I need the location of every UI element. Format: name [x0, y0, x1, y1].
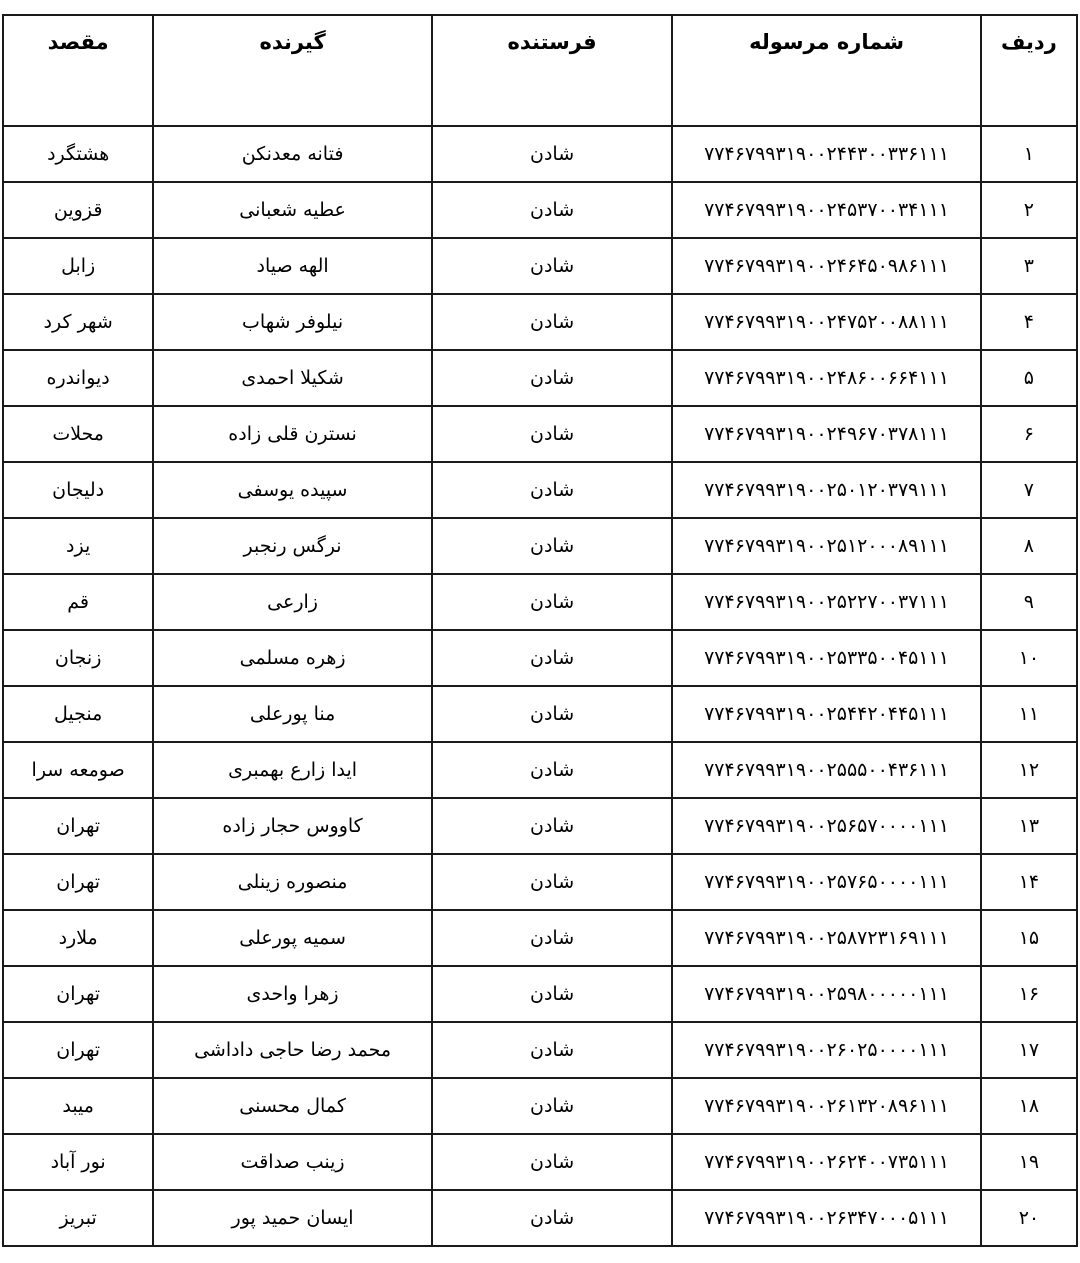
- tracking-number-cell: ۷۷۴۶۷۹۹۳۱۹۰۰۲۵۷۶۵۰۰۰۰۱۱۱: [672, 854, 981, 910]
- tracking-number-cell: ۷۷۴۶۷۹۹۳۱۹۰۰۲۴۸۶۰۰۶۶۴۱۱۱: [672, 350, 981, 406]
- header-row-number: ردیف: [981, 15, 1077, 126]
- sender-cell: شادن: [432, 126, 672, 182]
- table-header: [3, 15, 1077, 126]
- table-row: [3, 182, 1077, 238]
- sender-cell: شادن: [432, 1078, 672, 1134]
- recipient-cell: ایسان حمید پور: [153, 1190, 432, 1246]
- destination-cell: یزد: [3, 518, 153, 574]
- header-tracking-number: شماره مرسوله: [672, 15, 981, 126]
- sender-cell: شادن: [432, 574, 672, 630]
- tracking-number-cell: ۷۷۴۶۷۹۹۳۱۹۰۰۲۶۳۴۷۰۰۰۵۱۱۱: [672, 1190, 981, 1246]
- row-number-cell: ۹: [981, 574, 1077, 630]
- recipient-cell: محمد رضا حاجی داداشی: [153, 1022, 432, 1078]
- table-row: [3, 1078, 1077, 1134]
- sender-cell: شادن: [432, 910, 672, 966]
- table-row: [3, 854, 1077, 910]
- table-row: [3, 686, 1077, 742]
- tracking-number-cell: ۷۷۴۶۷۹۹۳۱۹۰۰۲۶۰۲۵۰۰۰۰۱۱۱: [672, 1022, 981, 1078]
- recipient-cell: سپیده یوسفی: [153, 462, 432, 518]
- tracking-number-cell: ۷۷۴۶۷۹۹۳۱۹۰۰۲۵۱۲۰۰۰۸۹۱۱۱: [672, 518, 981, 574]
- header-destination: مقصد: [3, 15, 153, 126]
- row-number-cell: ۱: [981, 126, 1077, 182]
- sender-cell: شادن: [432, 966, 672, 1022]
- row-number-cell: ۸: [981, 518, 1077, 574]
- sender-cell: شادن: [432, 1134, 672, 1190]
- destination-cell: قزوین: [3, 182, 153, 238]
- tracking-number-cell: ۷۷۴۶۷۹۹۳۱۹۰۰۲۴۵۳۷۰۰۳۴۱۱۱: [672, 182, 981, 238]
- sender-cell: شادن: [432, 294, 672, 350]
- table-row: [3, 966, 1077, 1022]
- row-number-cell: ۱۹: [981, 1134, 1077, 1190]
- recipient-cell: نسترن قلی زاده: [153, 406, 432, 462]
- header-sender: فرستنده: [432, 15, 672, 126]
- recipient-cell: زهرا واحدی: [153, 966, 432, 1022]
- destination-cell: صومعه سرا: [3, 742, 153, 798]
- destination-cell: میبد: [3, 1078, 153, 1134]
- tracking-number-cell: ۷۷۴۶۷۹۹۳۱۹۰۰۲۶۲۴۰۰۷۳۵۱۱۱: [672, 1134, 981, 1190]
- row-number-cell: ۵: [981, 350, 1077, 406]
- tracking-number-cell: ۷۷۴۶۷۹۹۳۱۹۰۰۲۵۰۱۲۰۳۷۹۱۱۱: [672, 462, 981, 518]
- row-number-cell: ۱۲: [981, 742, 1077, 798]
- row-number-cell: ۲۰: [981, 1190, 1077, 1246]
- recipient-cell: ایدا زارع بهمبری: [153, 742, 432, 798]
- tracking-number-cell: ۷۷۴۶۷۹۹۳۱۹۰۰۲۴۶۴۵۰۹۸۶۱۱۱: [672, 238, 981, 294]
- table-row: [3, 238, 1077, 294]
- table-row: [3, 406, 1077, 462]
- tracking-number-cell: ۷۷۴۶۷۹۹۳۱۹۰۰۲۵۳۳۵۰۰۴۵۱۱۱: [672, 630, 981, 686]
- tracking-number-cell: ۷۷۴۶۷۹۹۳۱۹۰۰۲۵۵۵۰۰۴۳۶۱۱۱: [672, 742, 981, 798]
- recipient-cell: منصوره زینلی: [153, 854, 432, 910]
- sender-cell: شادن: [432, 742, 672, 798]
- destination-cell: زابل: [3, 238, 153, 294]
- header-row: [3, 15, 1077, 126]
- destination-cell: تهران: [3, 966, 153, 1022]
- row-number-cell: ۳: [981, 238, 1077, 294]
- recipient-cell: فتانه معدنکن: [153, 126, 432, 182]
- destination-cell: شهر کرد: [3, 294, 153, 350]
- sender-cell: شادن: [432, 854, 672, 910]
- sender-cell: شادن: [432, 798, 672, 854]
- recipient-cell: نیلوفر شهاب: [153, 294, 432, 350]
- table-row: [3, 126, 1077, 182]
- destination-cell: هشتگرد: [3, 126, 153, 182]
- row-number-cell: ۲: [981, 182, 1077, 238]
- table-row: [3, 910, 1077, 966]
- sender-cell: شادن: [432, 462, 672, 518]
- table-row: [3, 1022, 1077, 1078]
- row-number-cell: ۴: [981, 294, 1077, 350]
- table-row: [3, 518, 1077, 574]
- recipient-cell: نرگس رنجبر: [153, 518, 432, 574]
- sender-cell: شادن: [432, 630, 672, 686]
- sender-cell: شادن: [432, 1190, 672, 1246]
- recipient-cell: الهه صیاد: [153, 238, 432, 294]
- recipient-cell: زهره مسلمی: [153, 630, 432, 686]
- sender-cell: شادن: [432, 238, 672, 294]
- recipient-cell: عطیه شعبانی: [153, 182, 432, 238]
- recipient-cell: کاووس حجار زاده: [153, 798, 432, 854]
- table-row: [3, 742, 1077, 798]
- table-row: [3, 574, 1077, 630]
- row-number-cell: ۱۷: [981, 1022, 1077, 1078]
- row-number-cell: ۷: [981, 462, 1077, 518]
- destination-cell: دیواندره: [3, 350, 153, 406]
- tracking-number-cell: ۷۷۴۶۷۹۹۳۱۹۰۰۲۴۴۳۰۰۳۳۶۱۱۱: [672, 126, 981, 182]
- recipient-cell: منا پورعلی: [153, 686, 432, 742]
- tracking-number-cell: ۷۷۴۶۷۹۹۳۱۹۰۰۲۵۸۷۲۳۱۶۹۱۱۱: [672, 910, 981, 966]
- sender-cell: شادن: [432, 518, 672, 574]
- tracking-number-cell: ۷۷۴۶۷۹۹۳۱۹۰۰۲۴۹۶۷۰۳۷۸۱۱۱: [672, 406, 981, 462]
- destination-cell: دلیجان: [3, 462, 153, 518]
- destination-cell: ملارد: [3, 910, 153, 966]
- sender-cell: شادن: [432, 406, 672, 462]
- destination-cell: محلات: [3, 406, 153, 462]
- destination-cell: تهران: [3, 1022, 153, 1078]
- destination-cell: منجیل: [3, 686, 153, 742]
- row-number-cell: ۶: [981, 406, 1077, 462]
- destination-cell: قم: [3, 574, 153, 630]
- row-number-cell: ۱۰: [981, 630, 1077, 686]
- table-row: [3, 798, 1077, 854]
- tracking-number-cell: ۷۷۴۶۷۹۹۳۱۹۰۰۲۵۶۵۷۰۰۰۰۱۱۱: [672, 798, 981, 854]
- tracking-number-cell: ۷۷۴۶۷۹۹۳۱۹۰۰۲۴۷۵۲۰۰۸۸۱۱۱: [672, 294, 981, 350]
- destination-cell: تهران: [3, 854, 153, 910]
- tracking-number-cell: ۷۷۴۶۷۹۹۳۱۹۰۰۲۵۴۴۲۰۴۴۵۱۱۱: [672, 686, 981, 742]
- row-number-cell: ۱۸: [981, 1078, 1077, 1134]
- recipient-cell: سمیه پورعلی: [153, 910, 432, 966]
- table-row: [3, 350, 1077, 406]
- destination-cell: زنجان: [3, 630, 153, 686]
- row-number-cell: ۱۵: [981, 910, 1077, 966]
- row-number-cell: ۱۴: [981, 854, 1077, 910]
- table-row: [3, 1190, 1077, 1246]
- table-row: [3, 462, 1077, 518]
- row-number-cell: ۱۱: [981, 686, 1077, 742]
- destination-cell: تهران: [3, 798, 153, 854]
- row-number-cell: ۱۳: [981, 798, 1077, 854]
- shipments-table: [2, 14, 1078, 1247]
- row-number-cell: ۱۶: [981, 966, 1077, 1022]
- tracking-number-cell: ۷۷۴۶۷۹۹۳۱۹۰۰۲۶۱۳۲۰۸۹۶۱۱۱: [672, 1078, 981, 1134]
- header-recipient: گیرنده: [153, 15, 432, 126]
- tracking-number-cell: ۷۷۴۶۷۹۹۳۱۹۰۰۲۵۹۸۰۰۰۰۰۱۱۱: [672, 966, 981, 1022]
- table-body: [3, 126, 1077, 1246]
- sender-cell: شادن: [432, 350, 672, 406]
- table-row: [3, 294, 1077, 350]
- destination-cell: تبریز: [3, 1190, 153, 1246]
- recipient-cell: زینب صداقت: [153, 1134, 432, 1190]
- recipient-cell: زارعی: [153, 574, 432, 630]
- tracking-number-cell: ۷۷۴۶۷۹۹۳۱۹۰۰۲۵۲۲۷۰۰۳۷۱۱۱: [672, 574, 981, 630]
- sender-cell: شادن: [432, 182, 672, 238]
- recipient-cell: شکیلا احمدی: [153, 350, 432, 406]
- sender-cell: شادن: [432, 1022, 672, 1078]
- sender-cell: شادن: [432, 686, 672, 742]
- table-row: [3, 1134, 1077, 1190]
- destination-cell: نور آباد: [3, 1134, 153, 1190]
- table-row: [3, 630, 1077, 686]
- recipient-cell: کمال محسنی: [153, 1078, 432, 1134]
